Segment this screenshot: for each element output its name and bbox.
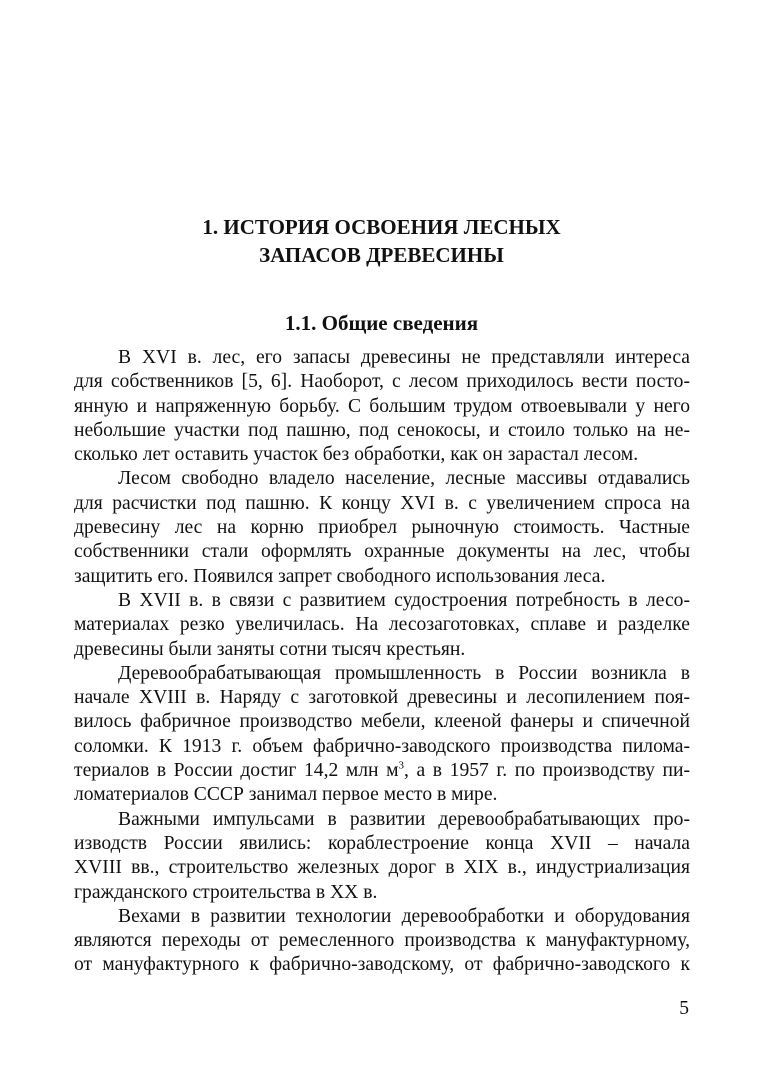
text-segment: , а в 1957 г. по производству пи- bbox=[404, 760, 690, 782]
text-line-with-superscript bbox=[74, 759, 690, 783]
text-line: сколько лет оставить участок без обработки, как он зарастал лесом. bbox=[74, 444, 639, 466]
text-line: начале XVIII в. Наряду с заготовкой древесины и лесопилением поя- bbox=[74, 687, 690, 709]
text-line: защитить его. Появился запрет свободного использования леса. bbox=[74, 565, 606, 587]
text-line: Важными импульсами в развитии деревообрабатывающих про- bbox=[118, 808, 690, 830]
paragraph-3 bbox=[74, 589, 690, 662]
chapter-title-line-2: ЗАПАСОВ ДРЕВЕСИНЫ bbox=[259, 243, 504, 267]
page-number: 5 bbox=[679, 998, 689, 1019]
text-line: от мануфактурного к фабрично-заводскому, от фабрично-заводского к bbox=[74, 954, 690, 976]
text-line: вилось фабричное производство мебели, клееной фанеры и спичечной bbox=[74, 711, 690, 733]
paragraph-4 bbox=[74, 662, 690, 808]
superscript: 3 bbox=[398, 759, 405, 772]
text-line: янную и напряженную борьбу. С большим трудом отвоевывали у него bbox=[74, 395, 690, 417]
text-line: для расчистки под пашню. К концу XVI в. с увеличением спроса на bbox=[74, 492, 690, 514]
text-line: небольшие участки под пашню, под сенокосы, и стоило только на не- bbox=[74, 419, 690, 441]
text-line: древесины были заняты сотни тысяч крестьян. bbox=[74, 638, 466, 660]
paragraph-2 bbox=[74, 467, 690, 588]
text-line: ломатериалов СССР занимал первое место в мире. bbox=[74, 784, 498, 806]
paragraph-5 bbox=[74, 808, 690, 905]
text-line: являются переходы от ремесленного производства к мануфактурному, bbox=[74, 930, 690, 952]
chapter-title-line-1: 1. ИСТОРИЯ ОСВОЕНИЯ ЛЕСНЫХ bbox=[202, 215, 561, 239]
body-text bbox=[74, 346, 690, 978]
text-line: собственники стали оформлять охранные документы на лес, чтобы bbox=[74, 541, 690, 563]
text-line: изводств России явились: кораблестроение конца XVII – начала bbox=[74, 832, 690, 854]
text-line: материалах резко увеличилась. На лесозаготовках, сплаве и разделке bbox=[74, 614, 690, 636]
text-line: древесину лес на корню приобрел рыночную стоимость. Частные bbox=[74, 517, 690, 539]
text-line: Вехами в развитии технологии деревообработки и оборудования bbox=[118, 905, 690, 927]
text-line: соломки. К 1913 г. объем фабрично-заводского производства пилома- bbox=[74, 735, 690, 757]
section-title: 1.1. Общие сведения bbox=[284, 311, 479, 335]
text-line: для собственников [5, 6]. Наоборот, с лесом приходилось вести посто- bbox=[74, 371, 690, 393]
paragraph-1 bbox=[74, 346, 690, 467]
chapter-title bbox=[60, 213, 703, 269]
text-line: Лесом свободно владело население, лесные массивы отдавались bbox=[118, 468, 690, 490]
paragraph-6 bbox=[74, 905, 690, 978]
text-line: XVIII вв., строительство железных дорог в XIX в., индустриализация bbox=[74, 857, 690, 879]
text-segment: териалов в России достиг 14,2 млн м bbox=[74, 760, 399, 782]
text-line: Деревообрабатывающая промышленность в России возникла в bbox=[118, 662, 690, 684]
text-line: В XVI в. лес, его запасы древесины не представляли интереса bbox=[118, 347, 690, 368]
text-line: гражданского строительства в XX в. bbox=[74, 881, 378, 903]
text-line: В XVII в. в связи с развитием судостроения потребность в лесо- bbox=[118, 589, 690, 611]
